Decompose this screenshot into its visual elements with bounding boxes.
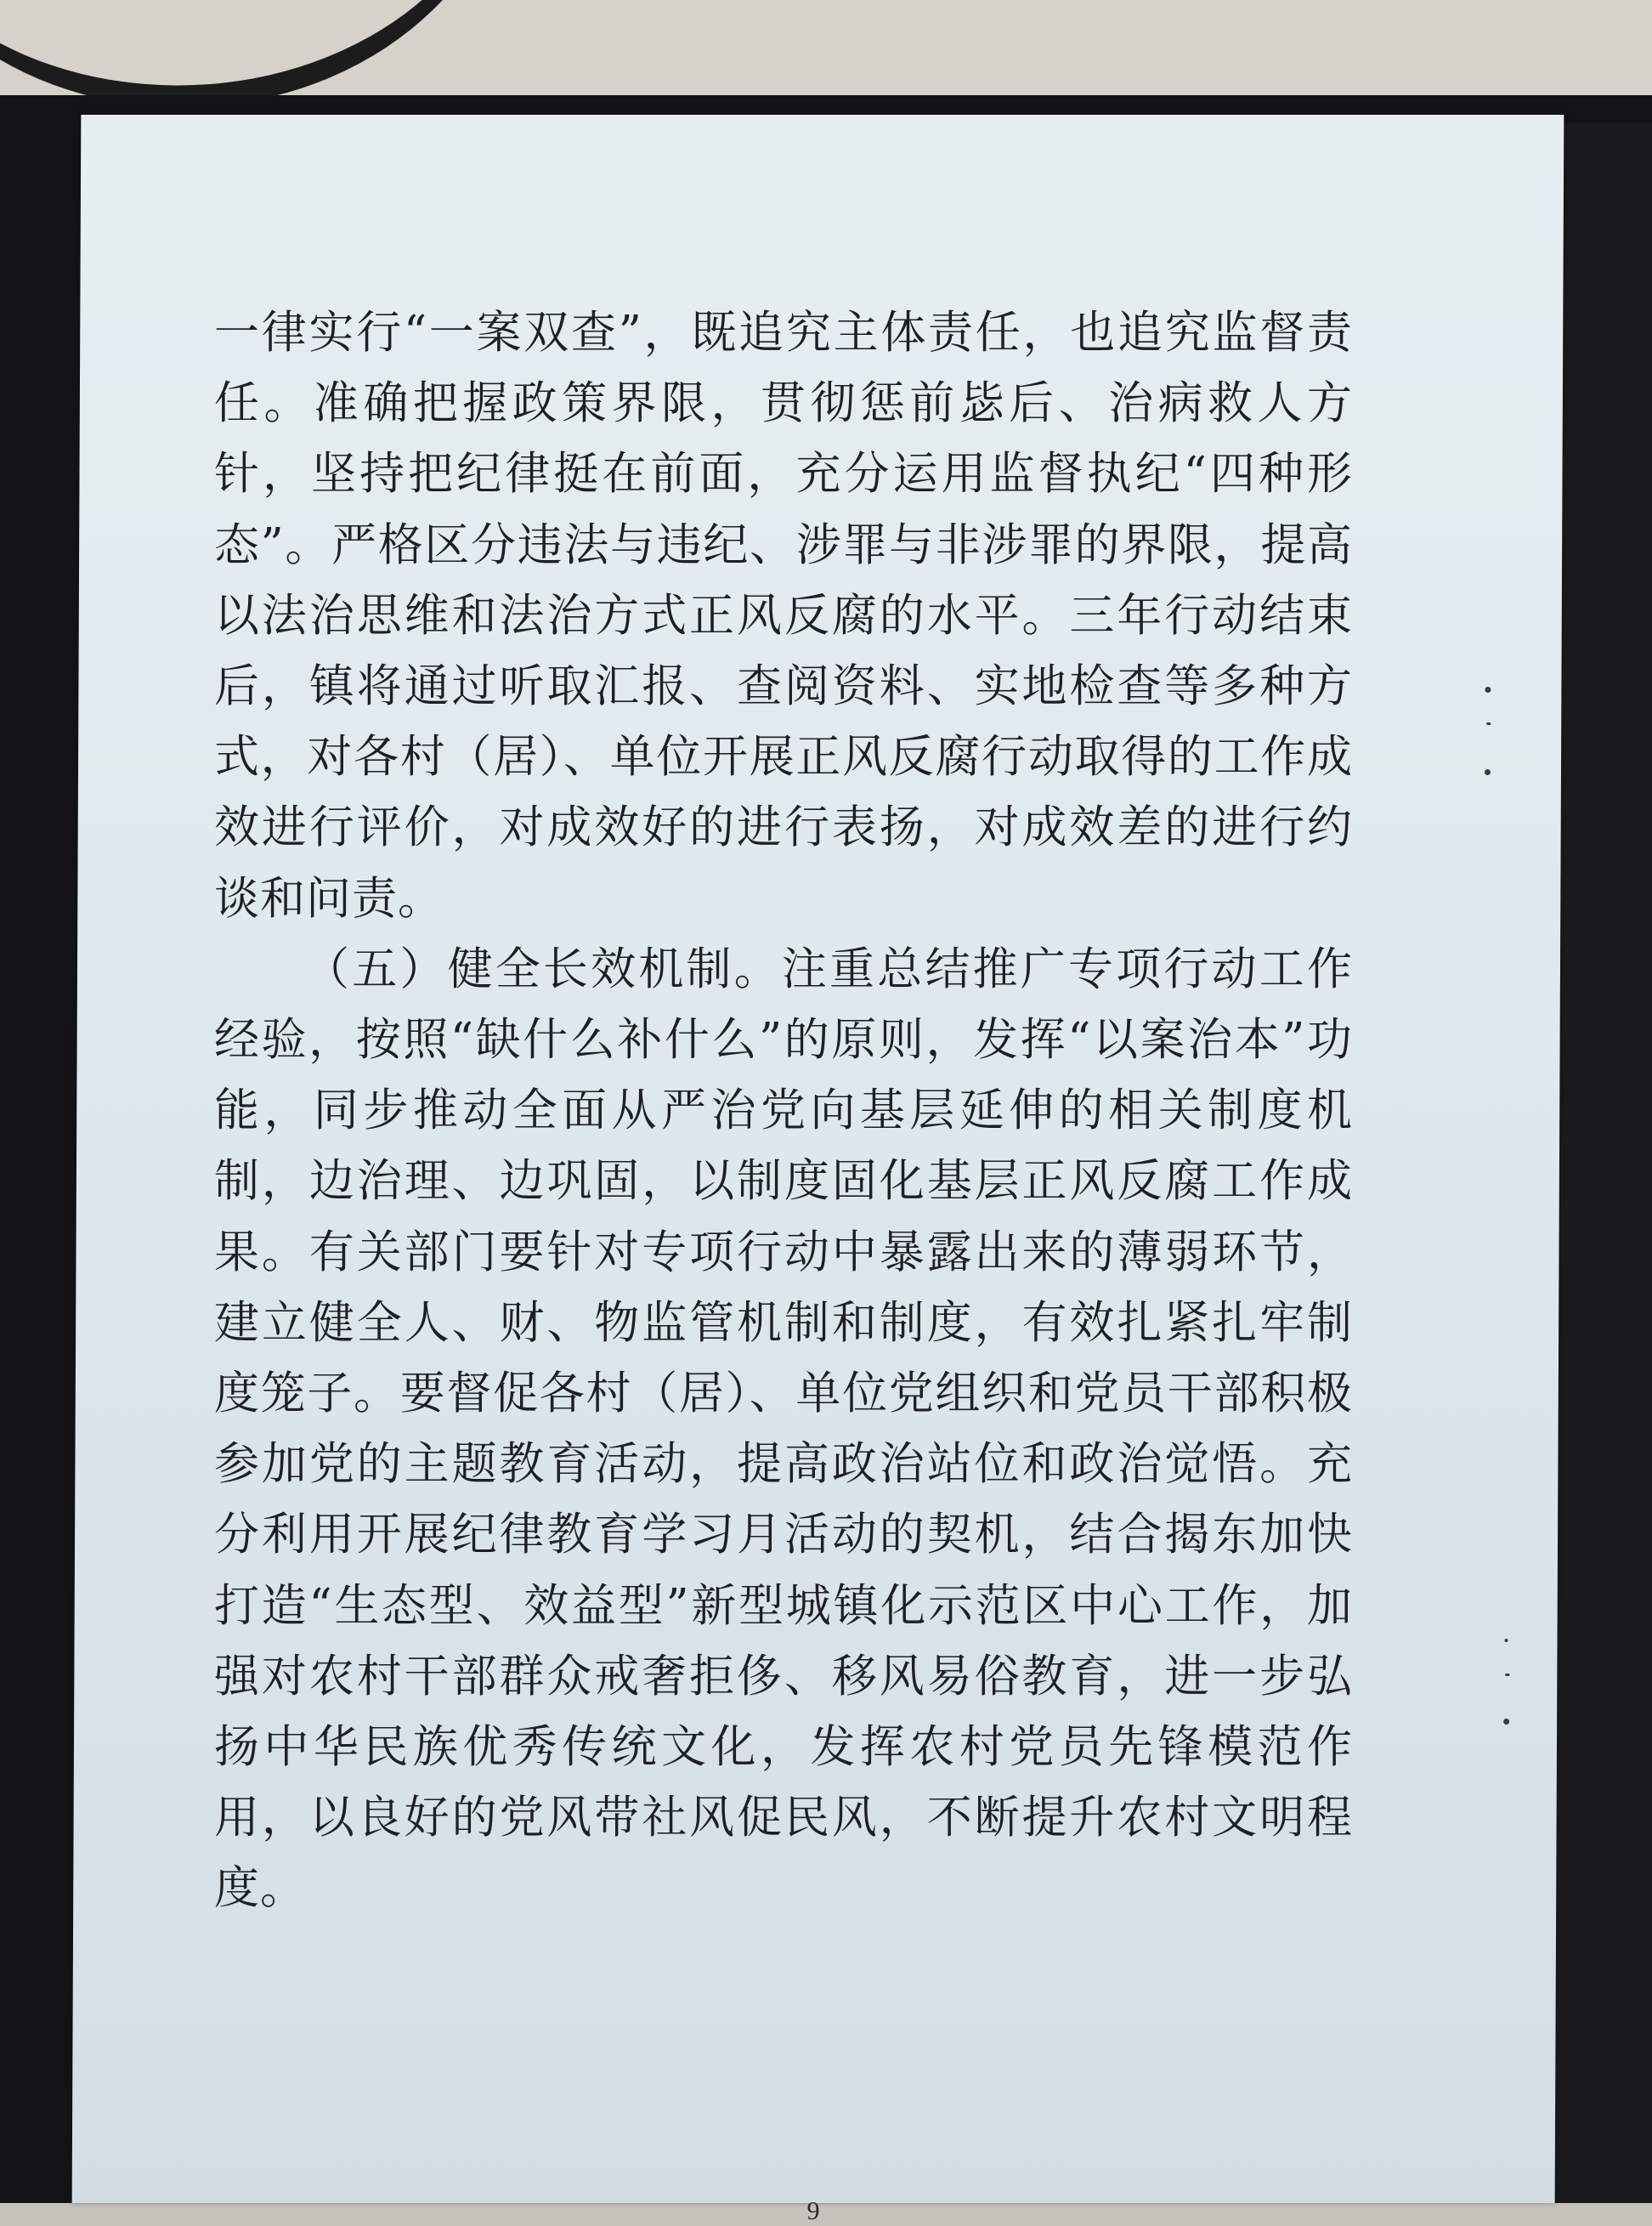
paragraph-1: 一律实行“一案双查”，既追究主体责任，也追究监督责任。准确把握政策界限，贯彻惩前毖后、治病救人方针，坚持把纪律挺在前面，充分运用监督执纪“四种形态”。严格区分违法与违纪、涉罪与非涉罪的界限，提高以法治思维和法治方式正风反腐的水平。三年行动结束后，镇将通过听取汇报、查阅资料、实地检查等多种方式，对各村（居）、单位开展正风反腐行动取得的工作成效进行评价，对成效好的进行表扬，对成效差的进行约谈和问责。 (214, 307, 1353, 925)
punch-mark (1505, 1639, 1508, 1642)
punch-mark (1485, 687, 1491, 693)
paragraph-2: （五）健全长效机制。注重总结推广专项行动工作经验，按照“缺什么补什么”的原则，发挥“以案治本”功能，同步推动全面从严治党向基层延伸的相关制度机制，边治理、边巩固，以制度固化基层正风反腐工作成果。有关部门要针对专项行动中暴露出来的薄弱环节，建立健全人、财、物监管机制和制度，有效扎紧扎牢制度笼子。要督促各村（居）、单位党组织和党员干部积极参加党的主题教育活动，提高政治站位和政治觉悟。充分利用开展纪律教育学习月活动的契机，结合揭东加快打造“生态型、效益型”新型城镇化示范区中心工作，加强对农村干部群众戒奢拒侈、移风易俗教育，进一步弘扬中华民族优秀传统文化，发挥农村党员先锋模范作用，以良好的党风带社风促民风，不断提升农村文明程度。 (214, 943, 1353, 1915)
punch-mark (1505, 1674, 1509, 1676)
punch-mark (1503, 1719, 1509, 1725)
punch-mark (1486, 722, 1491, 725)
page-number: 9 (806, 2197, 820, 2225)
document-body (214, 297, 1353, 1924)
punch-mark (1485, 769, 1491, 775)
